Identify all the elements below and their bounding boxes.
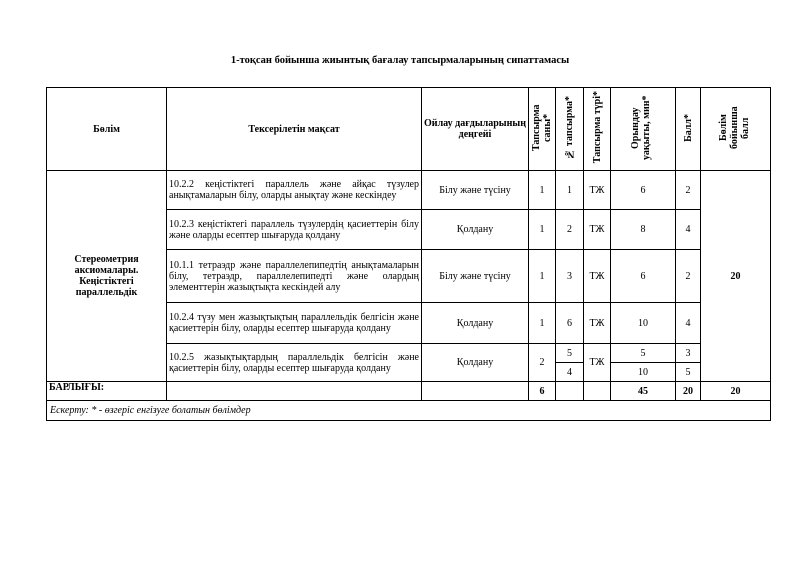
time-cell: 6: [611, 250, 676, 303]
header-task-count: Тапсырма саны*: [531, 104, 553, 151]
footnote: Ескерту: * - өзгеріс енгізуге болатын бөлімдер: [47, 401, 771, 421]
count-cell: 1: [529, 210, 556, 250]
task-no-cell: 5: [556, 344, 584, 363]
type-cell: ТЖ: [584, 250, 611, 303]
header-score: Балл*: [682, 113, 694, 142]
type-cell: ТЖ: [584, 344, 611, 382]
task-no-cell: 2: [556, 210, 584, 250]
level-cell: Қолдану: [422, 210, 529, 250]
type-cell: ТЖ: [584, 171, 611, 210]
section-name: Стереометрия аксиомалары. Кеңістіктегі параллельдік: [47, 171, 167, 382]
level-cell: Білу және түсіну: [422, 250, 529, 303]
task-no-cell: 4: [556, 363, 584, 382]
task-no-cell: 1: [556, 171, 584, 210]
level-cell: Білу және түсіну: [422, 171, 529, 210]
objective-cell: 10.2.3 кеңістіктегі параллель түзулердің қасиеттерін білу және оларды есептер шығаруда қолдану: [167, 210, 422, 250]
objective-cell: 10.2.2 кеңістіктегі параллель және айқас түзулер анықтамаларын білу, оларды анықтау және кескіндеу: [167, 171, 422, 210]
header-thinking-level: Ойлау дағдыларының деңгейі: [422, 88, 529, 171]
objective-cell: 10.1.1 тетраэдр және параллелепипедтің анықтамаларын білу, тетраэдр, параллелепипедті және олардың элементтерін жазықтықта кескіндей алу: [167, 250, 422, 303]
note-row: [47, 401, 771, 421]
section-total: 20: [701, 171, 771, 382]
score-cell: 5: [676, 363, 701, 382]
time-cell: 5: [611, 344, 676, 363]
objective-cell: 10.2.4 түзу мен жазықтықтың параллельдік белгісін және қасиеттерін білу, оларды есептер шығаруда қолдану: [167, 303, 422, 344]
assessment-table: [46, 87, 771, 421]
header-section: Бөлім: [47, 88, 167, 171]
time-cell: 8: [611, 210, 676, 250]
objective-cell: 10.2.5 жазықтықтардың параллельдік белгісін және қасиеттерін білу, оларды есептер шығаруда қолдану: [167, 344, 422, 382]
totals-section: 20: [701, 382, 771, 401]
score-cell: 2: [676, 250, 701, 303]
document-title: 1-тоқсан бойынша жиынтық бағалау тапсырмаларының сипаттамасы: [230, 55, 570, 66]
score-cell: 4: [676, 303, 701, 344]
time-cell: 10: [611, 363, 676, 382]
type-cell: ТЖ: [584, 303, 611, 344]
table-row: [47, 171, 771, 210]
header-section-score: Бөлім бойынша балл: [717, 106, 751, 149]
header-row: [47, 88, 771, 171]
score-cell: 4: [676, 210, 701, 250]
header-objective: Тексерілетін мақсат: [167, 88, 422, 171]
totals-score: 20: [676, 382, 701, 401]
score-cell: 2: [676, 171, 701, 210]
task-no-cell: 3: [556, 250, 584, 303]
count-cell: 1: [529, 303, 556, 344]
type-cell: ТЖ: [584, 210, 611, 250]
time-cell: 6: [611, 171, 676, 210]
header-time: Орындау уақыты, мин*: [630, 95, 652, 160]
level-cell: Қолдану: [422, 344, 529, 382]
time-cell: 10: [611, 303, 676, 344]
totals-label: БАРЛЫҒЫ:: [47, 382, 167, 401]
count-cell: 1: [529, 250, 556, 303]
totals-count: 6: [529, 382, 556, 401]
header-task-number: № тапсырма*: [564, 95, 575, 160]
totals-time: 45: [611, 382, 676, 401]
count-cell: 1: [529, 171, 556, 210]
task-no-cell: 6: [556, 303, 584, 344]
totals-row: [47, 382, 771, 401]
score-cell: 3: [676, 344, 701, 363]
count-cell: 2: [529, 344, 556, 382]
level-cell: Қолдану: [422, 303, 529, 344]
header-task-type: Тапсырма түрі*: [591, 91, 603, 164]
